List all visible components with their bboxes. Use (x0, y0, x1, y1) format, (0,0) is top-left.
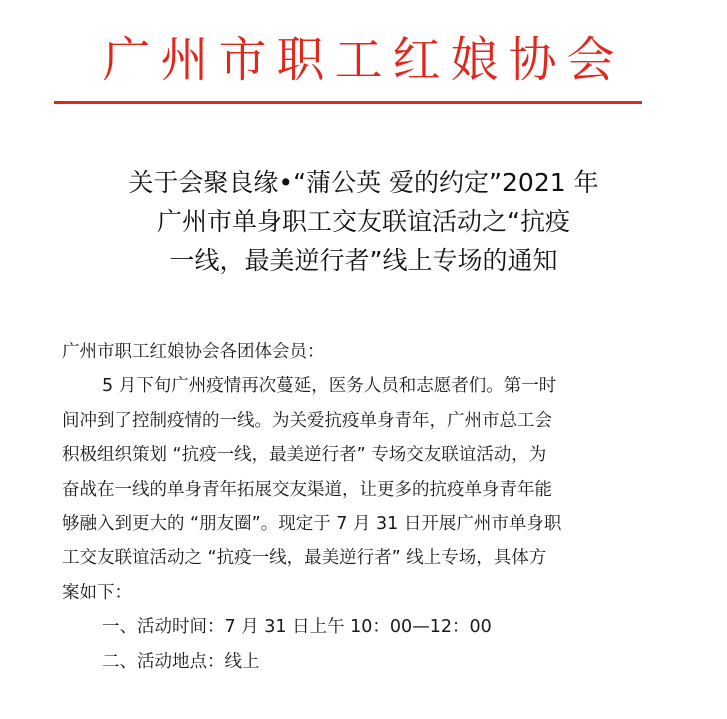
title-line: 一线，最美逆行者”线上专场的通知 (169, 246, 558, 275)
header-divider (54, 101, 642, 104)
notice-body (62, 335, 662, 679)
paragraph-line: 积极组织策划 “抗疫一线，最美逆行者” 专场交友联谊活动，为 (62, 445, 547, 466)
notice-title (40, 163, 687, 280)
title-line: 广州市单身职工交友联谊活动之“抗疫 (157, 207, 570, 236)
paragraph-line: 够融入到更大的 “朋友圈”。现定于 7 月 31 日开展广州市单身职 (62, 513, 562, 534)
paragraph-line: 间冲到了控制疫情的一线。为关爱抗疫单身青年，广州市总工会 (62, 410, 552, 431)
list-item-location: 二、活动地点：线上 (102, 651, 260, 672)
list-item-time: 一、活动时间：7 月 31 日上午 10：00—12：00 (102, 617, 492, 638)
paragraph-line: 奋战在一线的单身青年拓展交友渠道，让更多的抗疫单身青年能 (62, 479, 552, 500)
title-line: 关于会聚良缘•“蒲公英 爱的约定”2021 年 (128, 168, 599, 197)
paragraph-line: 工交友联谊活动之 “抗疫一线，最美逆行者” 线上专场，具体方 (62, 548, 547, 569)
paragraph-line: 案如下： (62, 582, 132, 603)
org-header: 广州市职工红娘协会 (102, 32, 625, 88)
paragraph-line: 5 月下旬广州疫情再次蔓延，医务人员和志愿者们。第一时 (102, 376, 557, 397)
salutation: 广州市职工红娘协会各团体会员： (62, 342, 325, 362)
